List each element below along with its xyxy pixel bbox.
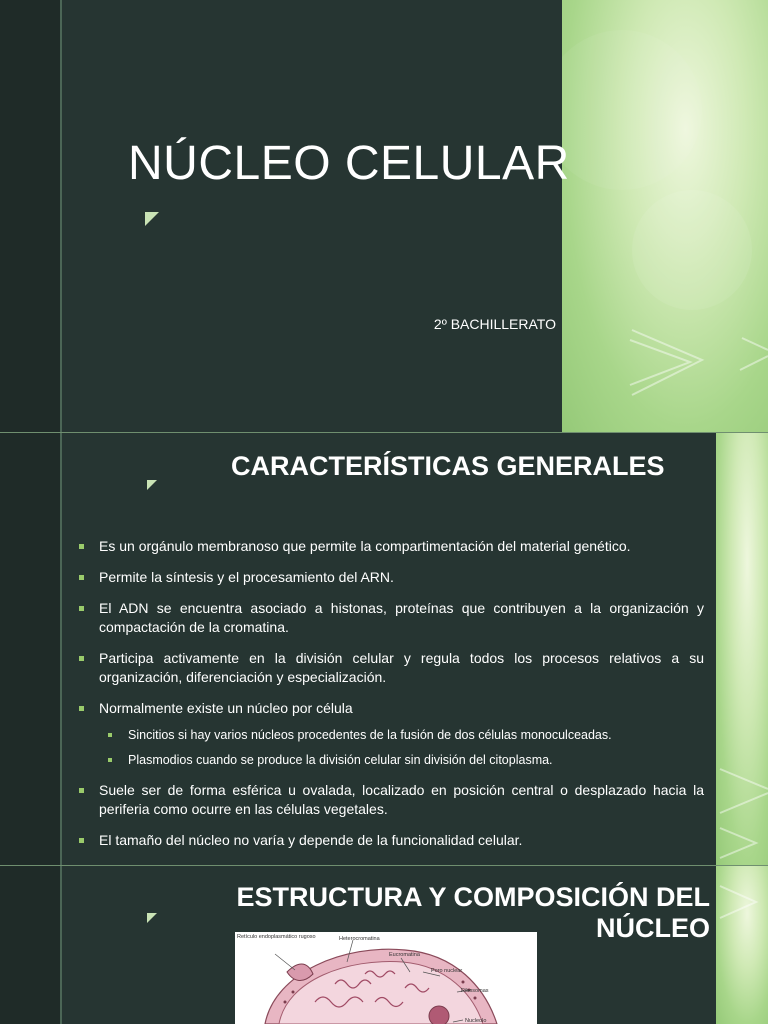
sub-bullet-text: Plasmodios cuando se produce la división celular sin división del citoplasma. xyxy=(128,753,553,767)
bullet-square-icon xyxy=(79,575,84,580)
bullet-square-icon xyxy=(79,544,84,549)
label-ribosomas: Ribosomas xyxy=(461,988,489,994)
list-item xyxy=(78,649,704,687)
bullet-text: El tamaño del núcleo no varía y depende de la funcionalidad celular. xyxy=(99,832,523,848)
bullet-text: Es un orgánulo membranoso que permite la compartimentación del material genético. xyxy=(99,538,631,554)
bullet-square-icon xyxy=(108,733,112,737)
title-slide xyxy=(0,0,768,432)
bullet-text: Participa activamente en la división celular y regula todos los procesos relativos a su organización, diferenciación y especialización. xyxy=(99,650,704,685)
list-item xyxy=(78,568,704,587)
nucleus-diagram xyxy=(235,932,537,1024)
label-heterocromatina: Heterocromatina xyxy=(339,936,380,942)
sub-bullet-text: Sincitios si hay varios núcleos procedentes de la fusión de dos células monoculceadas. xyxy=(128,728,612,742)
sub-list-item xyxy=(99,752,704,769)
decorative-green-panel xyxy=(716,866,768,1024)
accent-triangle-icon xyxy=(147,913,157,923)
sub-bullet-list xyxy=(99,727,704,769)
decorative-green-panel xyxy=(716,433,768,865)
list-item xyxy=(78,781,704,819)
chevron-pattern-icon xyxy=(716,433,768,865)
bullet-list xyxy=(78,537,704,862)
label-eucromatina: Eucromatina xyxy=(389,952,420,958)
bullet-square-icon xyxy=(79,838,84,843)
bullet-square-icon xyxy=(79,656,84,661)
left-strip xyxy=(0,866,62,1024)
accent-triangle-icon xyxy=(145,212,159,226)
slide-title: NÚCLEO CELULAR xyxy=(128,137,570,190)
accent-triangle-icon xyxy=(147,480,157,490)
bullet-text: Suele ser de forma esférica u ovalada, localizado en posición central o desplazado hacia la periferia como ocurre en las células vegetales. xyxy=(99,782,704,817)
structure-slide xyxy=(0,866,768,1024)
list-item xyxy=(78,699,704,769)
bullet-text: Normalmente existe un núcleo por célula xyxy=(99,700,353,716)
characteristics-slide xyxy=(0,433,768,865)
bullet-square-icon xyxy=(79,606,84,611)
label-poro: Poro nuclear xyxy=(431,968,463,974)
bullet-square-icon xyxy=(108,758,112,762)
list-item xyxy=(78,599,704,637)
sub-list-item xyxy=(99,727,704,744)
bullet-square-icon xyxy=(79,788,84,793)
slide-title: ESTRUCTURA Y COMPOSICIÓN DEL NÚCLEO xyxy=(236,882,710,943)
left-strip xyxy=(0,433,62,865)
decorative-green-panel xyxy=(562,0,768,432)
bullet-text: Permite la síntesis y el procesamiento del ARN. xyxy=(99,569,394,585)
bullet-square-icon xyxy=(79,706,84,711)
slide-subtitle: 2º BACHILLERATO xyxy=(433,316,556,332)
list-item xyxy=(78,831,704,850)
left-strip xyxy=(0,0,62,432)
nucleus-illustration-icon xyxy=(235,932,537,1024)
label-nucleolo: Nucleolo xyxy=(465,1018,487,1024)
chevron-pattern-icon xyxy=(716,866,768,1024)
label-rer: Retículo endoplasmático rugoso xyxy=(237,934,316,940)
bullet-text: El ADN se encuentra asociado a histonas, proteínas que contribuyen a la organización y compactación de la cromatina. xyxy=(99,600,704,635)
list-item xyxy=(78,537,704,556)
chevron-pattern-icon xyxy=(562,0,768,432)
slide-title: CARACTERÍSTICAS GENERALES xyxy=(231,451,665,481)
